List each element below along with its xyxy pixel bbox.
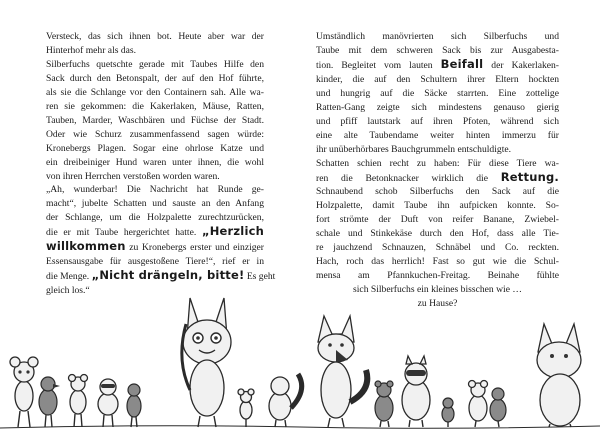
text-line: Ratten-Gang zeigte sich mindestens genauso gierig (316, 101, 559, 113)
animal-queue-illustration (0, 290, 600, 435)
highlight-rettung: Rettung. (500, 169, 559, 184)
mouse-pair-figure (469, 381, 507, 428)
text-line: re jauchzend Schnauzen, Schnäbel und Co. reckten. (316, 242, 559, 254)
text-line: Tauben, Marder, Waschbären und Füchse der Stadt. (46, 114, 264, 126)
rat-figure (69, 375, 88, 428)
text-line: zu Hause? (417, 298, 458, 310)
right-page-text (316, 30, 559, 311)
text-line: Schnaubend schob Silberfuchs den Sack auf die (316, 186, 559, 198)
highlight-herzlich: „Herzlich (201, 224, 264, 239)
ground-line (0, 426, 600, 429)
raccoon-figure (98, 379, 118, 427)
text-line: „Ah, wunderbar! Die Nachricht hat Runde ge- (46, 184, 264, 196)
text-line: Hinterhof mehr als das. (46, 44, 137, 56)
text-line: Silberfuchs quetschte gerade mit Taubes Hilfe den (46, 58, 264, 70)
text-line: ren die Betonknacker wirklich die Rettung. (316, 169, 559, 184)
text-line: kinder, die auf den Schultern ihrer Eltern hockten (316, 73, 559, 85)
text-line: Essensausgabe für ausgestoßene Tiere!“, rief er in (46, 256, 264, 268)
text-line: macht“, jubelte Schatten und sauste an den Anfang (46, 198, 264, 210)
text-line: die Menge. „Nicht drängeln, bitte! Es geht (46, 268, 276, 283)
text-line: Hach, roch das herrlich! Fast so gut wie die Schul- (316, 256, 559, 268)
highlight-beifall: Beifall (440, 56, 484, 71)
mouse-figure (10, 357, 38, 427)
pigeon-figure (39, 377, 60, 427)
text-line: schale und Stinkekäse durch den Hof, dass alle Tie- (316, 228, 559, 240)
fox-figure (318, 316, 367, 427)
text-line: von ihren Herrchen verstoßen worden waren. (46, 170, 220, 182)
text-line: ren sie gekommen: die Kakerlaken, Mäuse, Ratten, (46, 100, 264, 112)
text-line: Taube mit dem schweren Sack bis zur Ausgabesta- (316, 44, 559, 56)
marten-figure (269, 374, 302, 427)
highlight-willkommen: willkommen (46, 239, 126, 254)
text-line: Holzpalette, damit Taube ihn aufpicken konnte. So- (316, 200, 559, 212)
right-paragraph-end (316, 185, 559, 283)
text-line: Sack durch den Betonspalt, der auf den Hof führte, (46, 72, 264, 84)
text-line: Umständlich manövrierten sich Silberfuchs und (316, 31, 559, 42)
text-line: Oder wie Schurz zusammenfassend sagen würde: (46, 128, 264, 140)
text-line: Schatten schien recht zu haben: Für diese Tiere wa- (316, 157, 559, 169)
text-line: willkommen zu Kronebergs erster und einziger (46, 239, 264, 254)
text-line: und pfiff lautstark auf ihren Pfoten, während sich (316, 115, 559, 127)
text-line: sich Silberfuchs ein kleines bisschen wie … (353, 284, 522, 296)
bird-figure (127, 384, 141, 427)
text-line: Versteck, das sich ihnen bot. Heute aber war der (46, 31, 264, 42)
left-page-text (46, 30, 276, 298)
raccoon-masked-figure (402, 356, 430, 427)
text-line: der Schlange, um die Holzpalette zurechtzurücken, (46, 212, 264, 224)
small-bird-figure (442, 398, 454, 427)
rat-gang-figure (375, 381, 393, 427)
big-cat-figure (537, 324, 581, 427)
text-line: ein dreibeiniger Hund waren unter ihnen, die wohl (46, 156, 264, 168)
text-line: als sie die Schlange vor den Containern sah. Alle wa- (46, 86, 264, 98)
text-line: die er mit Taube hergerichtet hatte. „Herzlich (46, 224, 264, 239)
highlight-nicht-draengeln: „Nicht drängeln, bitte! (91, 268, 245, 283)
text-line: gleich los.“ (46, 285, 90, 297)
text-line: und hungrig auf die Säcke starrten. Eine zottelige (316, 87, 559, 99)
cat-figure (182, 298, 231, 427)
text-line: mensa am Pfannkuchen-Freitag. Beinahe fühlte (316, 270, 559, 282)
mouse-figure-small (238, 389, 254, 427)
text-line: fort strömte der Duft von reifer Banane, Zwiebel- (316, 214, 559, 226)
text-line: eine alte Taubendame weiter hinten immerzu für (316, 129, 559, 141)
left-paragraphs (46, 30, 264, 225)
text-line: Kronebergs Plagen. Sogar eine ohrlose Katze und (46, 142, 264, 154)
text-line: tion. Begleitet vom lauten Beifall der Kakerlaken- (316, 56, 560, 71)
text-line: ihr unüberhörbares Bauchgrummeln entschuldigte. (316, 143, 512, 155)
right-paragraph-middle (316, 73, 559, 171)
